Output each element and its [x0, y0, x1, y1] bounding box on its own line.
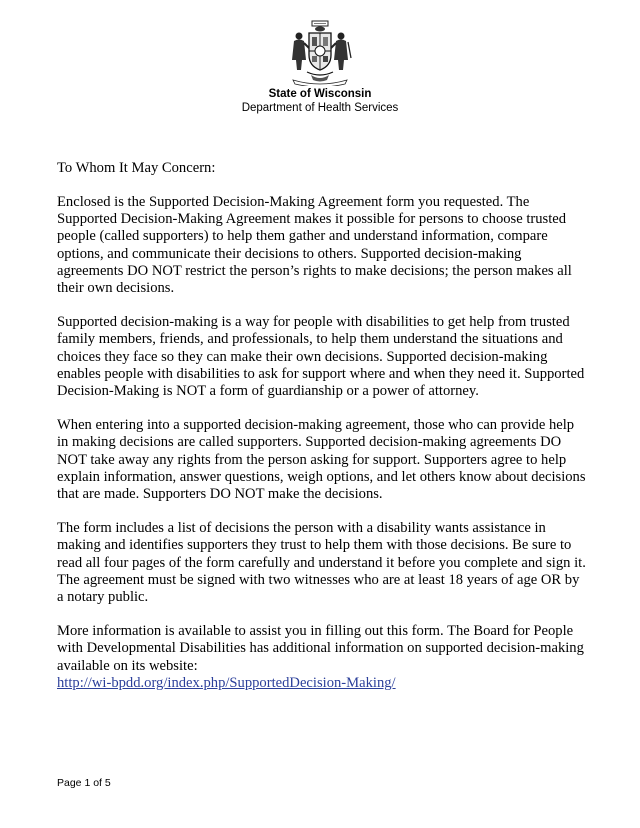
letter-paragraph-3: When entering into a supported decision-making agreement, those who can provide help in making decisions are called supporters. Supported decision-making agreements DO NOT take away any rights from the person asking for support. Supporters agree to help explain information, answer questions, weigh options, and let others know about decisions that are made. Supporters DO NOT make the decisions. — [57, 417, 586, 503]
wisconsin-state-seal-icon — [285, 20, 355, 86]
page-number: Page 1 of 5 — [57, 777, 111, 789]
letter-closing-paragraph — [57, 623, 587, 692]
letter-paragraph-1: Enclosed is the Supported Decision-Making Agreement form you requested. The Supported Decision-Making Agreement makes it possible for persons to choose trusted people (called supporters) to help them gather and understand information, compare options, and communicate their decisions to others. Supported decision-making agreements DO NOT restrict the person’s rights to make decisions; the person makes all their own decisions. — [57, 193, 572, 297]
letter-closing-text: More information is available to assist you in filling out this form. The Board for People with Developmental Disabilities has additional information on supported decision-making available on its website: — [57, 623, 584, 674]
header-state-name: State of Wisconsin — [268, 88, 372, 100]
letter-paragraph-2: Supported decision-making is a way for people with disabilities to get help from trusted family members, friends, and professionals, to help them understand the situations and choices they face so they can make their own decisions. Supported decision-making enables people with disabilities to ask for support where and when they need it. Supported Decision-Making is NOT a form of guardianship or a power of attorney. — [57, 314, 585, 400]
letter-body — [57, 160, 587, 709]
header-department-name: Department of Health Services — [241, 102, 399, 114]
letter-paragraph-4: The form includes a list of decisions the person with a disability wants assistance in making and identifies supporters they trust to help them with those decisions. Be sure to read all four pages of the form carefully and understand it before you complete and sign it. The agreement must be signed with two witnesses who are at least 18 years of age OR by a notary public. — [57, 520, 586, 606]
bpdd-website-link[interactable]: http://wi-bpdd.org/index.php/SupportedDecision-Making/ — [57, 674, 396, 691]
letter-salutation: To Whom It May Concern: — [57, 160, 216, 176]
